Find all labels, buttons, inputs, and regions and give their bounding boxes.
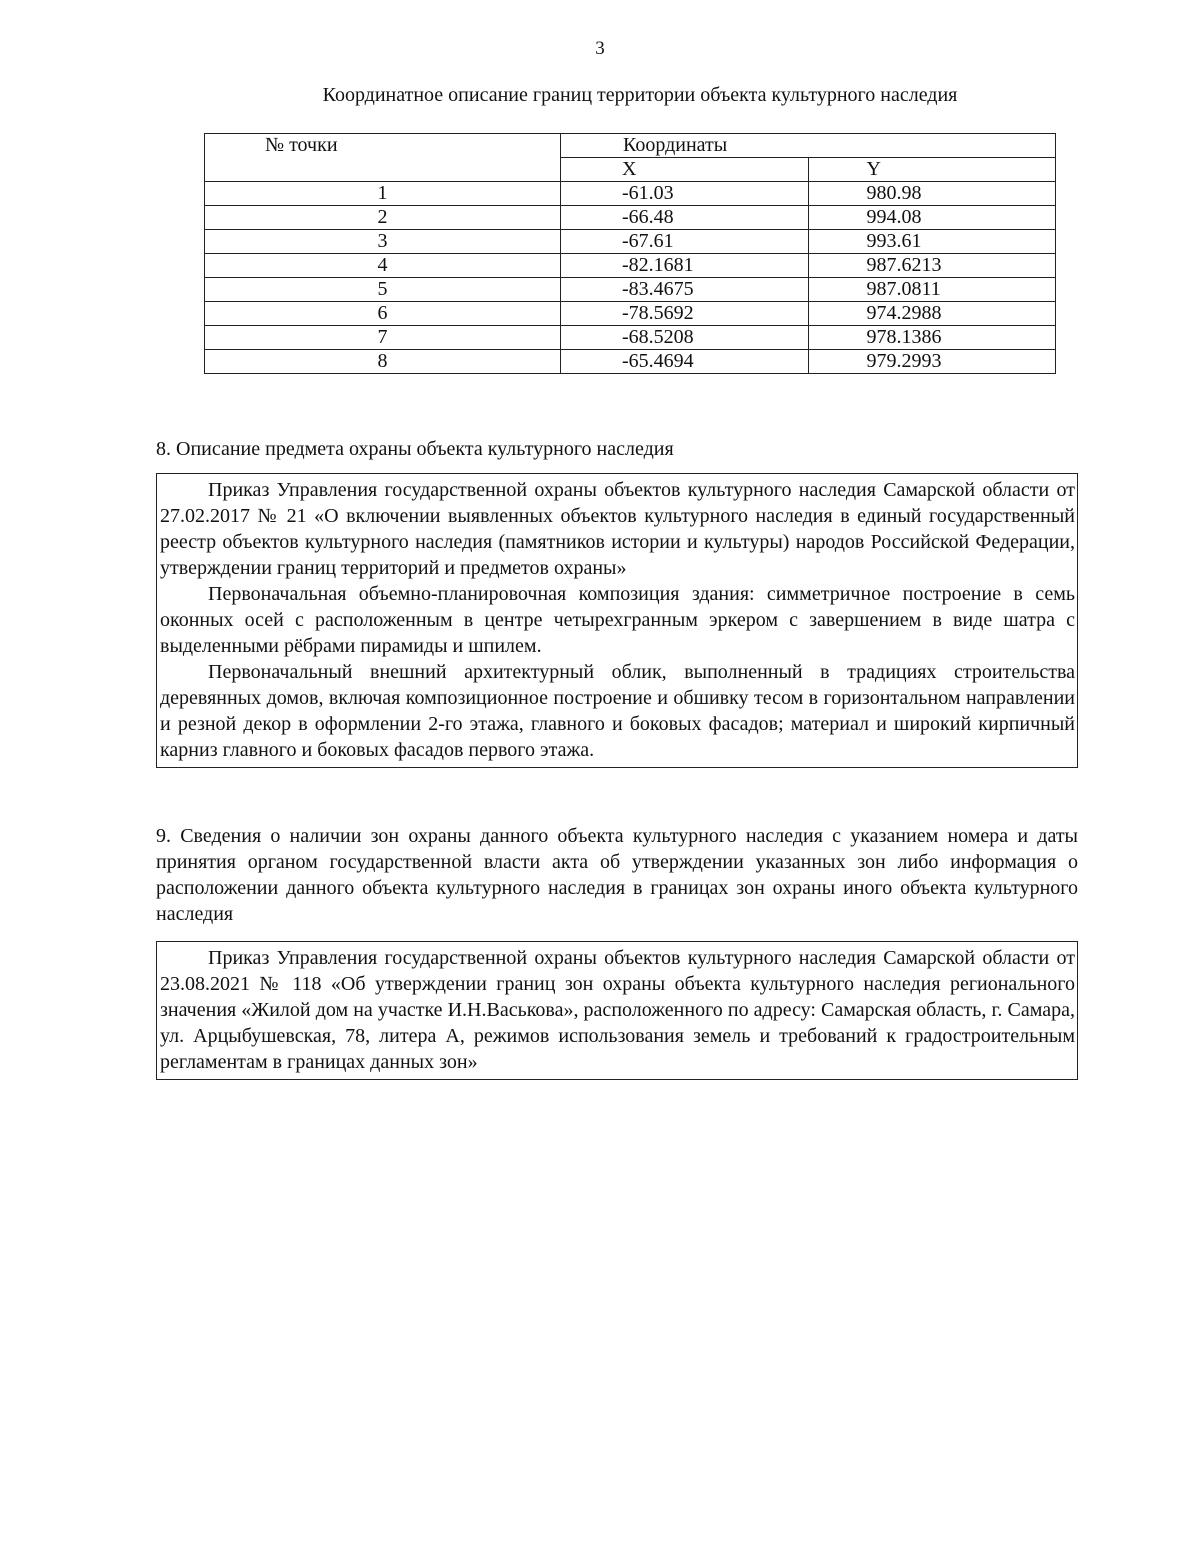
table-row [205, 254, 1056, 278]
section-8-paragraph: Первоначальная объемно-планировочная композиция здания: симметричное построение в семь оконных осей с расположенным в центре четырехгранным эркером с завершением в виде шатра с выделенными рёбрами пирамиды и шпилем. [160, 583, 1075, 657]
y-cell: 993.61 [808, 230, 1056, 254]
header-y: Y [808, 158, 1056, 182]
point-number-cell: 6 [205, 302, 561, 326]
x-cell: -68.5208 [561, 326, 809, 350]
point-number-cell: 1 [205, 182, 561, 206]
section-8-box [156, 473, 1078, 768]
coordinates-title: Координатное описание границ территории объекта культурного наследия [322, 84, 958, 106]
section-9-heading: 9. Сведения о наличии зон охраны данного объекта культурного наследия с указанием номера и даты принятия органом государственной власти акта об утверждении указанных зон либо информация о расположении данного объекта культурного наследия в границах зон охраны иного объекта культурного наследия [156, 825, 1078, 925]
y-cell: 978.1386 [808, 326, 1056, 350]
x-cell: -66.48 [561, 206, 809, 230]
y-cell: 994.08 [808, 206, 1056, 230]
table-header-row [205, 134, 1056, 158]
table-row [205, 182, 1056, 206]
section-9-box [156, 941, 1078, 1080]
x-cell: -61.03 [561, 182, 809, 206]
header-coordinates: Координаты [561, 134, 1056, 158]
table-row [205, 350, 1056, 374]
table-row [205, 326, 1056, 350]
header-x: X [561, 158, 809, 182]
coordinates-table [204, 133, 1056, 374]
x-cell: -65.4694 [561, 350, 809, 374]
x-cell: -83.4675 [561, 278, 809, 302]
point-number-cell: 2 [205, 206, 561, 230]
section-8-paragraph: Приказ Управления государственной охраны объектов культурного наследия Самарской области от 27.02.2017 № 21 «О включении выявленных объектов культурного наследия в единый государственный реестр объектов культурного наследия (памятников истории и культуры) народов Российской Федерации, утверждении границ территорий и предметов охраны» [160, 479, 1075, 579]
point-number-cell: 5 [205, 278, 561, 302]
y-cell: 987.0811 [808, 278, 1056, 302]
point-number-cell: 3 [205, 230, 561, 254]
y-cell: 974.2988 [808, 302, 1056, 326]
x-cell: -67.61 [561, 230, 809, 254]
point-number-cell: 4 [205, 254, 561, 278]
page-number: 3 [595, 38, 605, 59]
section-8-paragraph: Первоначальный внешний архитектурный облик, выполненный в традициях строительства деревянных домов, включая композиционное построение и обшивку тесом в горизонтальном направлении и резной декор в оформлении 2-го этажа, главного и боковых фасадов; материал и широкий кирпичный карниз главного и боковых фасадов первого этажа. [160, 661, 1075, 761]
table-row [205, 302, 1056, 326]
point-number-cell: 7 [205, 326, 561, 350]
y-cell: 987.6213 [808, 254, 1056, 278]
header-point-number: № точки [205, 134, 561, 182]
section-8-heading: 8. Описание предмета охраны объекта культурного наследия [156, 438, 674, 460]
point-number-cell: 8 [205, 350, 561, 374]
table-row [205, 278, 1056, 302]
y-cell: 980.98 [808, 182, 1056, 206]
coordinate-rows [205, 182, 1056, 374]
x-cell: -82.1681 [561, 254, 809, 278]
table-row [205, 230, 1056, 254]
section-9-paragraph: Приказ Управления государственной охраны объектов культурного наследия Самарской области от 23.08.2021 № 118 «Об утверждении границ зон охраны объекта культурного наследия регионального значения «Жилой дом на участке И.Н.Васькова», расположенного по адресу: Самарская область, г. Самара, ул. Арцыбушевская, 78, литера А, режимов использования земель и требований к градостроительным регламентам в границах данных зон» [160, 947, 1075, 1073]
y-cell: 979.2993 [808, 350, 1056, 374]
table-row [205, 206, 1056, 230]
x-cell: -78.5692 [561, 302, 809, 326]
